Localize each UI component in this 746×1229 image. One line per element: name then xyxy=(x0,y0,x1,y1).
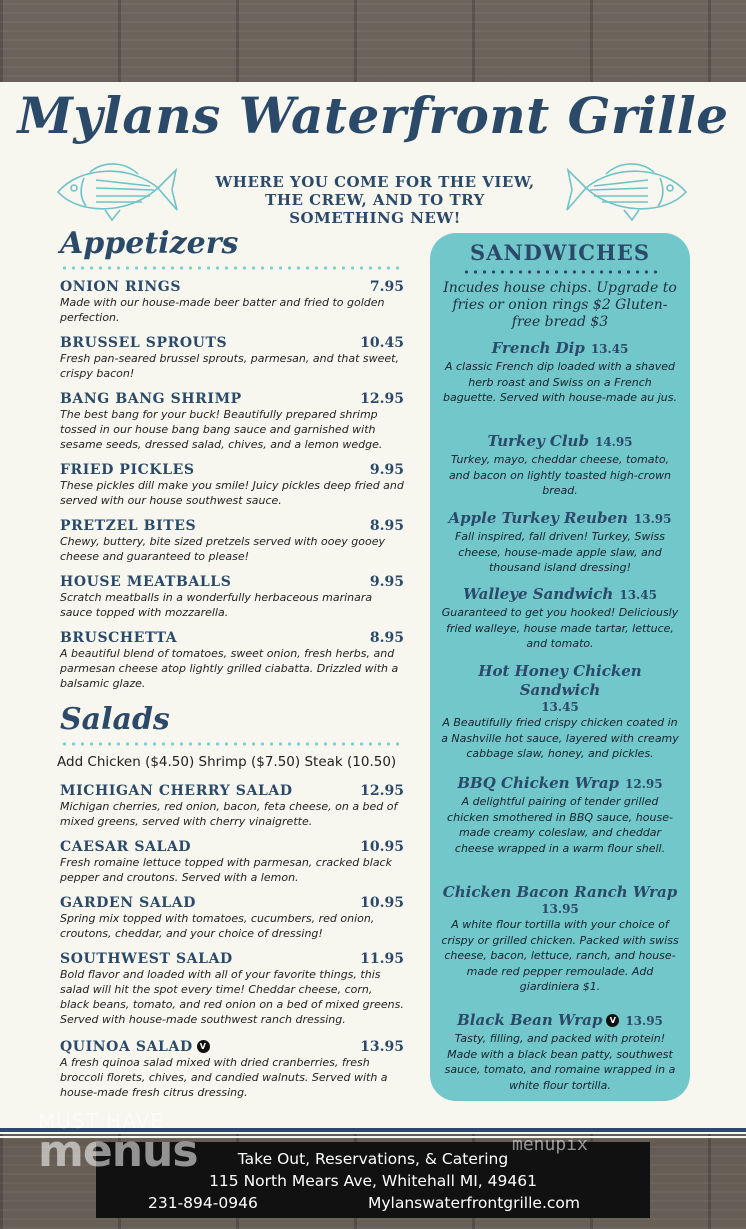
sandwiches-divider xyxy=(462,270,658,274)
footer-address: 115 North Mears Ave, Whitehall MI, 49461 xyxy=(209,1172,537,1190)
menu-item: Chicken Bacon Ranch Wrap 13.95 A white flour tortilla with your choice of crispy or grilled chicken. Packed with swiss cheese, bacon, lettuce, ranch, and house-made red pepper remoulade. Add giardiniera $1. xyxy=(441,883,679,993)
menu-item: FRIED PICKLES 9.95 These pickles dill make you smile! Juicy pickles deep fried and served with our house southwest sauce. xyxy=(60,462,404,507)
footer-website: Mylanswaterfrontgrille.com xyxy=(368,1194,580,1212)
musthavemenus-watermark: MUST HAVE menus xyxy=(38,1109,198,1177)
salad-addons: Add Chicken ($4.50) Shrimp ($7.50) Steak (10.50) xyxy=(57,754,397,770)
menu-item: French Dip 13.45 A classic French dip loaded with a shaved herb roast and Swiss on a French baguette. Served with house-made au jus. xyxy=(442,339,677,404)
salads-heading: Salads xyxy=(60,702,170,737)
menu-item: BBQ Chicken Wrap 12.95 A delightful pairing of tender grilled chicken smothered in BBQ sauce, house-made creamy coleslaw, and cheddar cheese wrapped in a warm flour shell. xyxy=(447,774,673,855)
appetizers-divider xyxy=(60,266,404,270)
salads-divider xyxy=(60,742,404,746)
footer-phone: 231-894-0946 xyxy=(148,1194,258,1212)
sandwiches-heading: SANDWICHES xyxy=(470,240,650,265)
vegetarian-icon: V xyxy=(606,1014,619,1027)
vegetarian-icon: V xyxy=(197,1040,210,1053)
menu-item: Turkey Club 14.95 Turkey, mayo, cheddar cheese, tomato, and bacon on lightly toasted high-crown bread. xyxy=(448,432,672,497)
tagline: WHERE YOU COME FOR THE VIEW, THE CREW, AND TO TRY SOMETHING NEW! xyxy=(215,173,535,227)
fish-icon-left xyxy=(50,158,180,224)
menu-item: HOUSE MEATBALLS 9.95 Scratch meatballs in a wonderfully herbaceous marinara sauce topped with mozzarella. xyxy=(60,574,404,619)
menu-item: BANG BANG SHRIMP 12.95 The best bang for your buck! Beautifully prepared shrimp tossed in our house bang bang sauce and garnished with sesame seeds, dressed salad, chives, and a lemon wedge. xyxy=(60,391,404,451)
fish-icon-right xyxy=(564,158,694,224)
menu-item: ONION RINGS 7.95 Made with our house-made beer batter and fried to golden perfection. xyxy=(60,279,404,324)
menu-item: Hot Honey Chicken Sandwich 13.45 A Beautifully fried crispy chicken coated in a Nashville hot sauce, layered with creamy cabbage slaw, honey, and pickles. xyxy=(441,662,679,760)
appetizers-heading: Appetizers xyxy=(60,226,239,261)
menu-item: MICHIGAN CHERRY SALAD 12.95 Michigan cherries, red onion, bacon, feta cheese, on a bed of mixed greens, served with cherry vinaigrette. xyxy=(60,783,404,828)
sandwich-note: Incudes house chips. Upgrade to fries or onion rings $2 Gluten-free bread $3 xyxy=(443,280,677,330)
menu-item: SOUTHWEST SALAD 11.95 Bold flavor and loaded with all of your favorite things, this salad will hit the spot every time! Cheddar cheese, corn, black beans, tomato, and red onion on a bed of mixed greens. Served with house-made southwest ranch dressing. xyxy=(60,951,404,1026)
restaurant-title: Mylans Waterfront Grille xyxy=(17,86,729,145)
menu-item: Black Bean Wrap V 13.95 Tasty, filling, and packed with protein! Made with a black bean patty, southwest sauce, tomato, and romaine wrapped in a white flour tortilla. xyxy=(444,1011,676,1092)
menu-item: PRETZEL BITES 8.95 Chewy, buttery, bite sized pretzels served with ooey gooey cheese and guaranteed to please! xyxy=(60,518,404,563)
menupix-watermark: menupix xyxy=(512,1134,588,1155)
menu-item: QUINOA SALAD V 13.95 A fresh quinoa salad mixed with dried cranberries, fresh broccoli florets, chives, and candied walnuts. Served with a house-made fresh citrus dressing. xyxy=(60,1039,404,1099)
menu-item: BRUSSEL SPROUTS 10.45 Fresh pan-seared brussel sprouts, parmesan, and that sweet, crispy bacon! xyxy=(60,335,404,380)
menu-item: CAESAR SALAD 10.95 Fresh romaine lettuce topped with parmesan, cracked black pepper and croutons. Served with a lemon. xyxy=(60,839,404,884)
menu-item: GARDEN SALAD 10.95 Spring mix topped with tomatoes, cucumbers, red onion, croutons, cheddar, and your choice of dressing! xyxy=(60,895,404,940)
menu-item: Walleye Sandwich 13.45 Guaranteed to get you hooked! Deliciously fried walleye, house made tartar, lettuce, and tomato. xyxy=(441,585,679,650)
menu-item: Apple Turkey Reuben 13.95 Fall inspired, fall driven! Turkey, Swiss cheese, house-made apple slaw, and thousand island dressing! xyxy=(448,509,672,574)
menu-item: BRUSCHETTA 8.95 A beautiful blend of tomatoes, sweet onion, fresh herbs, and parmesan cheese atop lightly grilled ciabatta. Drizzled with a balsamic glaze. xyxy=(60,630,404,690)
footer-services: Take Out, Reservations, & Catering xyxy=(237,1150,509,1168)
